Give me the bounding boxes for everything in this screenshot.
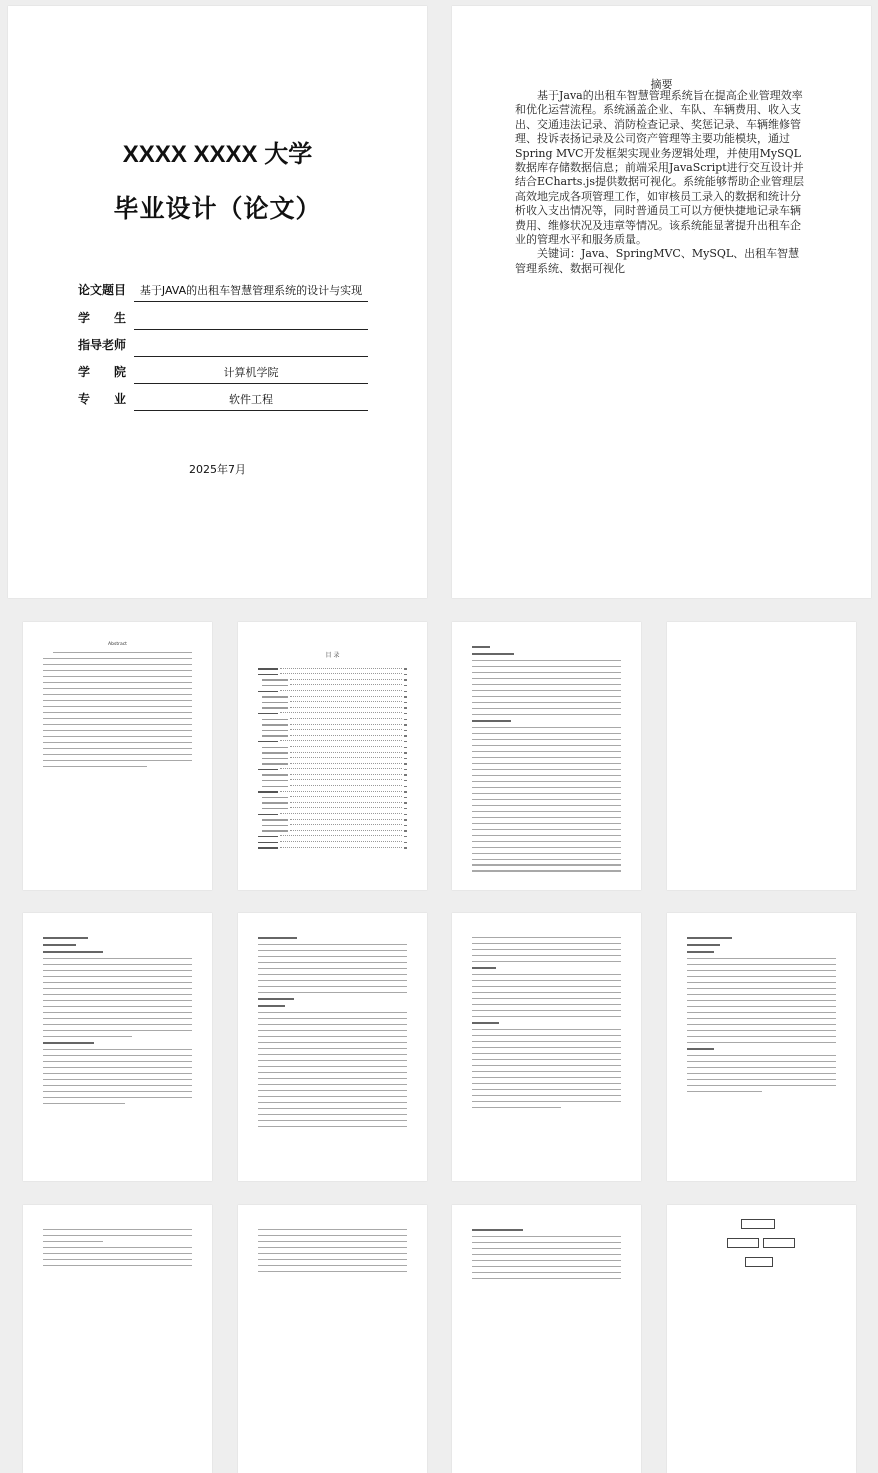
toc-leader-dots <box>290 779 402 780</box>
toc-entry-text <box>262 679 288 680</box>
toc-entry-text <box>262 735 288 736</box>
toc-leader-dots <box>290 830 402 831</box>
toc-entry-text <box>258 847 278 848</box>
form-row-advisor <box>78 335 368 357</box>
toc-page-number <box>404 774 407 775</box>
toc-page-number <box>404 797 407 798</box>
toc-page-number <box>404 819 407 820</box>
toc-page-number <box>404 747 407 748</box>
field-value <box>134 326 368 330</box>
toc-leader-dots <box>290 701 402 702</box>
field-label: 指导老师 <box>78 338 127 352</box>
toc-entry-text <box>262 707 288 708</box>
page-thumb-chapter-3[interactable] <box>667 913 856 1181</box>
toc-leader-dots <box>290 796 402 797</box>
toc-entry-text <box>258 674 278 675</box>
toc-entry-text <box>262 747 288 748</box>
thesis-type-title: 毕业设计（论文） <box>113 194 322 223</box>
text-block <box>258 937 407 1132</box>
toc-entry-text <box>262 802 288 803</box>
field-label: 专 业 <box>78 392 127 406</box>
text-block <box>472 937 621 1113</box>
toc-page-number <box>404 802 407 803</box>
toc-entry-text <box>262 830 288 831</box>
abstract-keywords: 关键词：Java、SpringMVC、MySQL、出租车智慧管理系统、数据可视化 <box>515 247 800 275</box>
toc-leader-dots <box>290 724 402 725</box>
toc-leader-dots <box>280 813 402 814</box>
toc-page-number <box>404 758 407 759</box>
toc-entry-text <box>258 668 278 669</box>
english-abstract-title: Abstract <box>108 642 127 647</box>
toc-entry-text <box>262 730 288 731</box>
toc-entry-text <box>262 696 288 697</box>
toc-page-number <box>404 685 407 686</box>
toc-entry-text <box>262 786 288 787</box>
toc-entry-text <box>262 758 288 759</box>
toc-page-number <box>404 696 407 697</box>
toc-entry-text <box>262 797 288 798</box>
toc-page-number <box>404 825 407 826</box>
toc-page-number <box>404 830 407 831</box>
toc-leader-dots <box>290 774 402 775</box>
page-thumb-section-2-2[interactable] <box>238 913 427 1181</box>
toc-page-number <box>404 702 407 703</box>
toc-entry-text <box>262 685 288 686</box>
page-thumb-toc[interactable] <box>238 622 427 890</box>
abstract-body <box>515 89 805 276</box>
text-block <box>687 937 836 1097</box>
toc-page-number <box>404 791 407 792</box>
toc-page-number <box>404 679 407 680</box>
toc-page-number <box>404 674 407 675</box>
form-row-major <box>78 389 368 411</box>
toc-leader-dots <box>290 824 402 825</box>
toc-leader-dots <box>290 819 402 820</box>
toc-page-number <box>404 763 407 764</box>
toc-leader-dots <box>280 712 402 713</box>
cover-date: 2025年7月 <box>189 463 246 476</box>
page-thumb-row4-3[interactable] <box>452 1205 641 1473</box>
page-thumb-section-2-3[interactable] <box>452 913 641 1181</box>
toc-entry-text <box>258 814 278 815</box>
toc-leader-dots <box>280 835 402 836</box>
page-thumb-row4-2[interactable] <box>238 1205 427 1473</box>
toc-leader-dots <box>280 690 402 691</box>
toc-title: 目 录 <box>325 652 340 659</box>
toc-page-number <box>404 719 407 720</box>
page-thumb-blank[interactable] <box>667 622 856 890</box>
toc-leader-dots <box>280 791 402 792</box>
field-label: 学 院 <box>78 365 127 379</box>
toc-page-number <box>404 814 407 815</box>
toc-page-number <box>404 691 407 692</box>
toc-leader-dots <box>290 735 402 736</box>
toc-entry-text <box>262 702 288 703</box>
toc-page-number <box>404 707 407 708</box>
toc-page-number <box>404 741 407 742</box>
toc-page-number <box>404 735 407 736</box>
toc-entry-text <box>262 724 288 725</box>
toc-page-number <box>404 842 407 843</box>
toc-page-number <box>404 786 407 787</box>
toc-entry-text <box>262 719 288 720</box>
toc-page-number <box>404 752 407 753</box>
text-block <box>43 652 192 772</box>
toc-leader-dots <box>290 763 402 764</box>
field-value: 基于JAVA的出租车智慧管理系统的设计与实现 <box>134 282 368 302</box>
page-thumb-english-abstract[interactable] <box>23 622 212 890</box>
form-row-student <box>78 308 368 330</box>
field-value: 计算机学院 <box>134 364 368 384</box>
toc-entry <box>258 843 407 849</box>
diagram-node <box>745 1257 773 1267</box>
abstract-page <box>452 6 871 598</box>
text-block <box>472 1229 621 1284</box>
field-value: 软件工程 <box>134 391 368 411</box>
toc-leader-dots <box>290 802 402 803</box>
toc-leader-dots <box>290 696 402 697</box>
page-thumb-row4-1[interactable] <box>23 1205 212 1473</box>
text-block <box>43 1229 192 1271</box>
text-block <box>472 646 621 876</box>
toc-entry-text <box>262 752 288 753</box>
toc-page-number <box>404 730 407 731</box>
toc-entry-text <box>258 769 278 770</box>
form-row-college <box>78 362 368 384</box>
diagram-node <box>727 1238 759 1248</box>
toc-entry-text <box>262 763 288 764</box>
toc-leader-dots <box>290 679 402 680</box>
toc-entry-text <box>262 774 288 775</box>
toc-entry-text <box>258 836 278 837</box>
field-label: 论文题目 <box>78 283 127 297</box>
field-value <box>134 353 368 357</box>
toc-leader-dots <box>280 847 402 848</box>
toc-entry-text <box>262 808 288 809</box>
form-row-thesis-title <box>78 280 368 302</box>
toc-entry-text <box>262 819 288 820</box>
diagram-node <box>741 1219 775 1229</box>
university-name: XXXX XXXX 大学 <box>122 141 313 168</box>
toc-page-number <box>404 780 407 781</box>
toc-leader-dots <box>290 718 402 719</box>
field-label: 学 生 <box>78 311 127 325</box>
page-thumb-chapter-1[interactable] <box>452 622 641 890</box>
toc-leader-dots <box>280 673 402 674</box>
toc-entry-text <box>258 791 278 792</box>
toc-leader-dots <box>280 841 402 842</box>
toc-leader-dots <box>280 740 402 741</box>
toc-page-number <box>404 713 407 714</box>
page-thumb-row4-diagram[interactable] <box>667 1205 856 1473</box>
toc-leader-dots <box>290 785 402 786</box>
toc-leader-dots <box>280 668 402 669</box>
toc-page-number <box>404 724 407 725</box>
abstract-title: 摘要 <box>650 78 673 91</box>
toc-page-number <box>404 668 407 669</box>
toc-entry-text <box>262 780 288 781</box>
page-thumb-chapter-2[interactable] <box>23 913 212 1181</box>
text-block <box>43 937 192 1109</box>
toc-entry-text <box>258 713 278 714</box>
toc-leader-dots <box>290 684 402 685</box>
toc-leader-dots <box>290 707 402 708</box>
toc-page-number <box>404 769 407 770</box>
cover-page <box>8 6 427 598</box>
toc-list <box>258 664 407 849</box>
toc-page-number <box>404 847 407 848</box>
toc-page-number <box>404 808 407 809</box>
toc-leader-dots <box>290 746 402 747</box>
toc-leader-dots <box>290 729 402 730</box>
toc-leader-dots <box>290 757 402 758</box>
toc-entry-text <box>258 691 278 692</box>
toc-entry-text <box>262 825 288 826</box>
toc-entry-text <box>258 741 278 742</box>
toc-leader-dots <box>280 768 402 769</box>
abstract-paragraph: 基于Java的出租车智慧管理系统旨在提高企业管理效率和优化运营流程。系统涵盖企业、车队、车辆费用、收入支出、交通违法记录、消防检查记录、奖惩记录、车辆维修管理、投诉表扬记录及公司资产管理等主要功能模块，通过Spring MVC开发框架实现业务逻辑处理，并使用MySQL数据库存储数据信息；前端采用JavaScript进行交互设计并结合ECharts.js提供数据可视化。系统能够帮助企业管理层高效地完成各项管理工作，如审核员工录入的数据和统计分析收入支出情况等，同时普通员工可以方便快捷地记录车辆费用、维修状况及违章等情况。该系统能显著提升出租车企业的管理水平和服务质量。 <box>515 89 804 247</box>
toc-entry-text <box>258 842 278 843</box>
diagram-node <box>763 1238 795 1248</box>
toc-leader-dots <box>290 807 402 808</box>
toc-leader-dots <box>290 752 402 753</box>
toc-page-number <box>404 836 407 837</box>
